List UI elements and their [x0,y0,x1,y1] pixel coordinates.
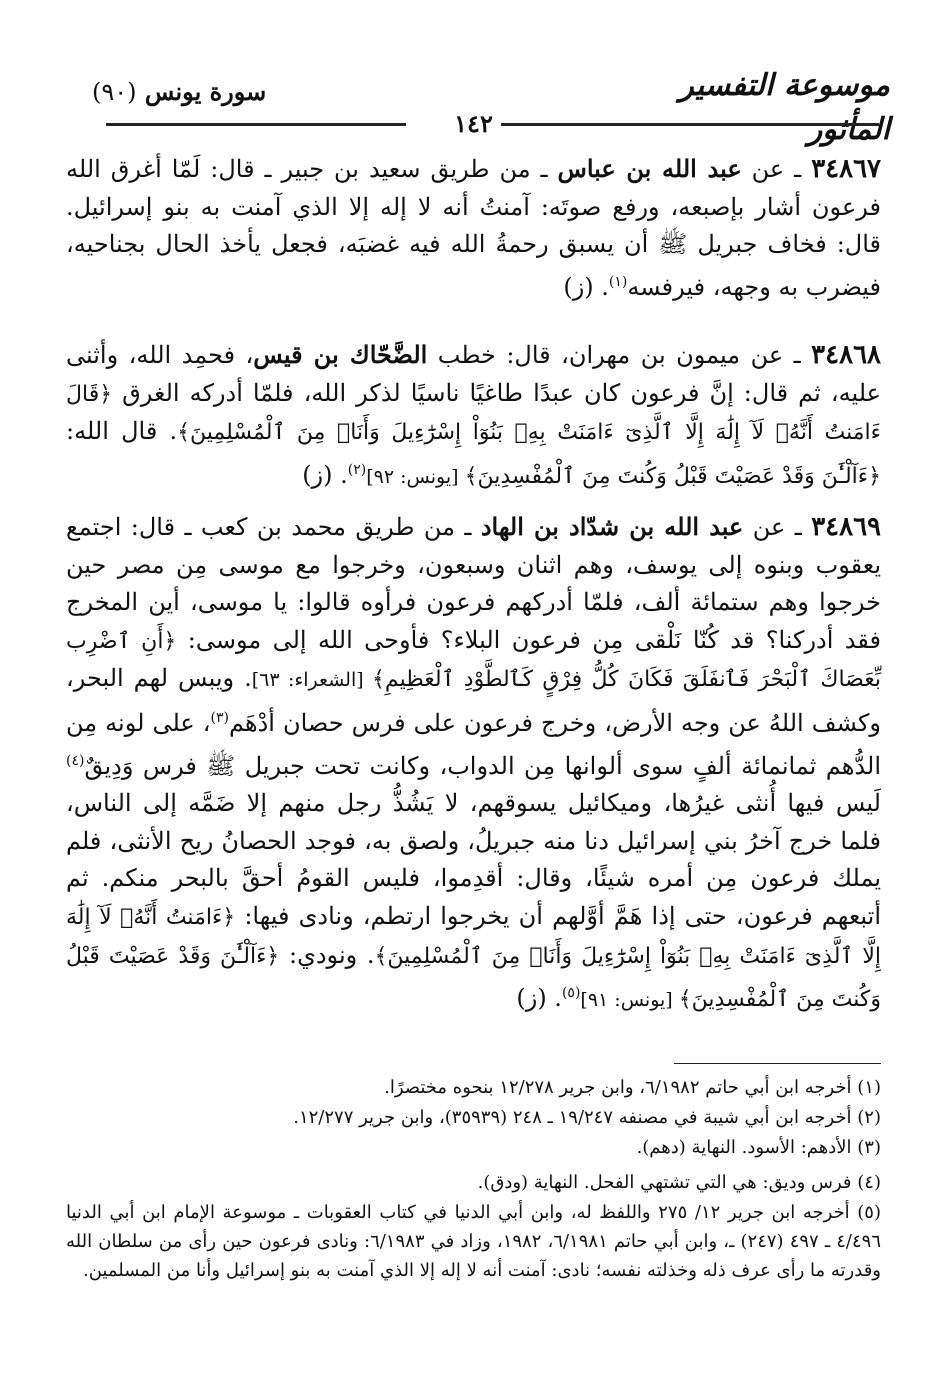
quran-quote: ﴿أَنِ ٱضْرِب بِّعَصَاكَ ٱلْبَحْرَ فَٱنفَلَقَ فَكَانَ كُلُّ فِرْقٍ كَٱلطَّوْدِ ٱلْعَظِيمِ﴾ [66,628,881,693]
entry-tail: . (ز) [563,272,609,301]
entry-text: ، فحمِد الله، وأثنى عليه، ثم قال: إنَّ فرعون كان عبدًا طاغيًا ناسيًا لذكر الله، فلمّا أدركه الغرق [66,341,881,407]
narrator-name: الضَّحّاك بن قيس [253,340,428,369]
footnote-1: (١) أخرجه ابن أبي حاتم ٦/١٩٨٢، وابن جرير ١٢/٢٧٨ بنحوه مختصرًا. [384,1077,881,1098]
hadith-entry-34867 [66,150,881,306]
footnote-marker: (١) [608,273,628,290]
quran-quote: ﴿ءَآلْـَٰٔنَ وَقَدْ عَصَيْتَ قَبْلُ وَكُنتَ مِنَ ٱلْمُفْسِدِينَ﴾ [464,463,881,489]
quran-quote: ﴿ءَآلْـَٰٔنَ وَقَدْ عَصَيْتَ قَبْلُ وَكُنتَ مِنَ ٱلْمُفْسِدِينَ﴾ [66,943,881,1013]
surah-name: سورة يونس [144,77,267,106]
entry-number: ٣٤٨٦٨ [811,340,881,370]
narrator-name: عبد الله بن عباس [557,154,742,183]
entry-prefix: ـ عن [741,155,812,183]
entry-number: ٣٤٨٦٩ [811,512,882,542]
verse-reference: [الشعراء: ٦٣] [251,669,373,692]
entry-text: ، على لونه مِن الدُّهم ثمانمائة ألفٍ سوى ألوانها مِن الدواب، وكانت تحت جبريل ﷺ فرس وَدِيقٌ [66,708,881,780]
entry-number: ٣٤٨٦٧ [811,154,882,184]
entry-text: ـ من طريق سعيد بن جبير ـ قال: لَمّا أغرق الله فرعون أشار بإصبعه، ورفع صوتَه: آمنتُ أنه لا إله إلا الذي آمنت به بنو إسرائيل. قال: فخاف جبريل ﷺ أن يسبق رحمةُ الله فيه غضبَه، فجعل يأخذ الحال بجناحيه، فيضرب به وجهه، فيرفسه [66,155,881,301]
hadith-entry-34869 [66,508,881,1020]
footnote-marker: (٥) [561,985,581,1002]
footnote-5: (٥) أخرجه ابن جرير ١٢/ ٢٧٥ واللفظ له، وابن أبي الدنيا في كتاب العقوبات ـ موسوعة الإمام ابن أبي الدنيا ٤/٤٩٦ ـ ٤٩٧ (٢٤٧) ـ، وابن أبي حاتم ٦/١٩٨١، ١٩٨٢، وزاد في ٦/١٩٨٣: ونادى فرعون حين رأى من سلطان الله وقدرته ما رأى عرف ذله وخذلته نفسه؛ نادى: آمنت أنه لا إله إلا الذي آمنت به بنو إسرائيل وأنا من المسلمين. [66,1202,882,1281]
entry-tail: . (ز) [516,984,562,1013]
footnote-marker: (٢) [347,461,367,478]
narrator-name: عبد الله بن شدّاد بن الهاد [480,512,744,541]
footnote-4: (٤) فرس وديق: هي التي تشتهي الفحل. النهاية (ودق). [477,1172,881,1193]
footnote-3: (٣) الأدهم: الأسود. النهاية (دهم). [636,1137,881,1158]
page-number [0,108,947,140]
entry-text: . ونودي: [279,940,375,969]
entry-text: . قال الله: [66,417,178,446]
entry-text: ـ من طريق محمد بن كعب ـ قال: اجتمع يعقوب وبنوه إلى يوسف، وهم اثنان وسبعون، وخرجوا مع موسى مِن مصر حين خرجوا وهم ستمائة ألف، فلمّا أدركهم فرعون فرأوه قالوا: يا موسى، أين المخرج فقد أدركنا؟ قد كُنّا نَلْقى مِن فرعون البلاء؟ فأوحى الله إلى موسى: [66,513,881,654]
entry-text: . ويبس لهم البحر، وكشف اللهُ عن وجه الأرض، وخرج فرعون على فرس حصان أدْهَم [66,664,881,737]
verse-reference: [يونس: ٩١] [580,989,679,1012]
footnote-2: (٢) أخرجه ابن أبي شيبة في مصنفه ١٩/٢٤٧ ـ ٢٤٨ (٣٥٩٣٩)، وابن جرير ١٢/٢٧٧. [293,1107,881,1128]
footnote-marker: (٤) [66,752,85,769]
entry-tail: . (ز) [302,460,348,489]
running-header-surah [92,74,312,110]
entry-prefix: ـ عن ميمون بن مهران، قال: خطب [427,341,812,369]
verse-number: (٩٠) [92,78,137,106]
running-header-book-title: موسوعة التفسير المأثور [679,68,890,147]
page-number-text: ١٤٢ [446,109,501,138]
verse-reference: [يونس: ٩٢] [366,465,465,488]
entry-text: لَيس فيها أُنثى غيرُها، وميكائيل يسوقهم، لا يَشُذُّ رجل منهم إلا ضَمَّه إلى الناس، فلما خرج آخرُ بني إسرائيل دنا منه جبريلُ، ولصق به، فوجد الحصانُ ريح الأنثى، فلم يملك فرعون مِن أمره شيئًا، وقال: أقدِموا، فليس القومُ أحقَّ بالبحر منكم. ثم أتبعهم فرعون، حتى إذا هَمَّ أوَّلهم أن يخرجوا ارتطم، ونادى فيها: [66,789,881,930]
quran-quote: ﴿قَالَ ءَامَنتُ أَنَّهُۥ لَآ إِلَٰهَ إِلَّا ٱلَّذِىٓ ءَامَنَتْ بِهِۦ بَنُوٓاْ إِسْرَٰٓءِيلَ وَأَنَا۠ مِنَ ٱلْمُسْلِمِينَ﴾ [66,381,881,446]
quran-quote: ﴿ءَامَنتُ أَنَّهُۥ لَآ إِلَٰهَ إِلَّا ٱلَّذِىٓ ءَامَنَتْ بِهِۦ بَنُوٓاْ إِسْرَٰٓءِيلَ وَأَنَا۠ مِنَ ٱلْمُسْلِمِينَ﴾ [66,904,881,969]
footnote-marker: (٣) [210,709,229,726]
hadith-entry-34868 [66,336,881,496]
entry-prefix: ـ عن [743,513,812,541]
footnote-separator [674,1063,881,1064]
